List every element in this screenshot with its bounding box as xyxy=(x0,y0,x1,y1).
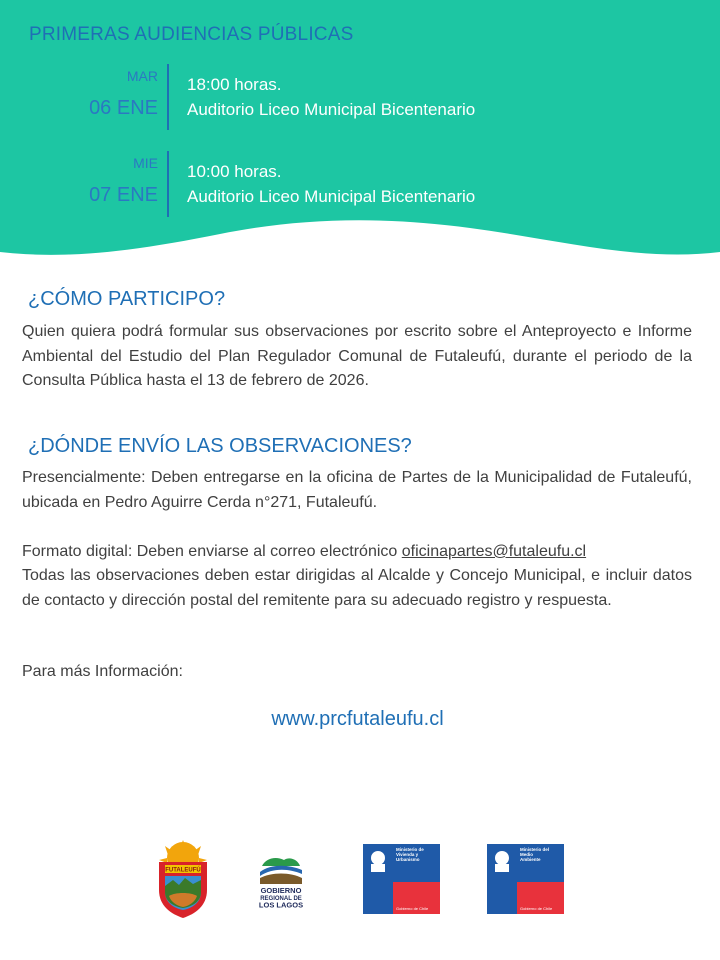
svg-text:Ministerio del: Ministerio del xyxy=(520,847,550,852)
more-info-text: Para más Información: xyxy=(22,663,183,680)
event-divider xyxy=(167,64,169,130)
svg-text:Ambiente: Ambiente xyxy=(520,857,541,862)
mma-logo xyxy=(487,844,564,914)
event-place: Auditorio Liceo Municipal Bicentenario xyxy=(187,187,476,206)
digital-text xyxy=(22,540,692,565)
svg-text:Ministerio de: Ministerio de xyxy=(396,847,424,852)
svg-text:REGIONAL DE: REGIONAL DE xyxy=(260,896,302,902)
svg-text:Medio: Medio xyxy=(520,852,533,857)
participate-title: ¿CÓMO PARTICIPO? xyxy=(28,288,226,310)
svg-text:FUTALEUFÚ: FUTALEUFÚ xyxy=(165,867,201,874)
svg-text:LOS LAGOS: LOS LAGOS xyxy=(258,900,304,910)
addressing-text: Todas las observaciones deben estar dirigidas al Alcalde y Concejo Municipal, e incluir datos de contacto y dirección postal del remitente para su adecuado registro y respuesta. xyxy=(22,567,692,609)
svg-text:Urbanismo: Urbanismo xyxy=(396,857,420,862)
in-person-text: Presencialmente: Deben entregarse en la oficina de Partes de la Municipalidad de Futaleufú, ubicada en Pedro Aguirre Cerda n°271, Futaleufú. xyxy=(22,469,692,511)
digital-prefix: Formato digital: Deben enviarse al correo electrónico xyxy=(22,543,402,560)
event-date: 07 ENE xyxy=(89,184,158,206)
gore-los-lagos-logo xyxy=(250,852,312,910)
hero-banner xyxy=(0,0,720,270)
event-2 xyxy=(0,151,720,219)
event-time: 10:00 horas. xyxy=(187,162,282,181)
event-1 xyxy=(0,64,720,132)
event-dow: MIE xyxy=(133,155,158,171)
banner-title: PRIMERAS AUDIENCIAS PÚBLICAS xyxy=(29,24,354,45)
email-link[interactable]: oficinapartes@futaleufu.cl xyxy=(401,543,587,560)
minvu-logo xyxy=(363,844,440,914)
svg-text:Vivienda y: Vivienda y xyxy=(396,852,419,857)
event-time: 18:00 horas. xyxy=(187,75,282,94)
svg-text:GOBIERNO: GOBIERNO xyxy=(260,886,302,895)
send-title: ¿DÓNDE ENVÍO LAS OBSERVACIONES? xyxy=(28,435,412,457)
website-link[interactable]: www.prcfutaleufu.cl xyxy=(271,708,444,730)
event-divider xyxy=(167,151,169,217)
event-date: 06 ENE xyxy=(89,97,158,119)
event-dow: MAR xyxy=(126,68,158,84)
svg-text:Gobierno de Chile: Gobierno de Chile xyxy=(396,906,429,911)
svg-text:Gobierno de Chile: Gobierno de Chile xyxy=(520,906,553,911)
participate-body: Quien quiera podrá formular sus observaciones por escrito sobre el Anteproyecto e Informe Ambiental del Estudio del Plan Regulador Comunal de Futaleufú, durante el periodo de la Consulta Pública hasta el 13 de febrero de 2026. xyxy=(22,323,692,389)
event-place: Auditorio Liceo Municipal Bicentenario xyxy=(187,100,476,119)
futaleufu-shield-logo xyxy=(155,840,211,920)
